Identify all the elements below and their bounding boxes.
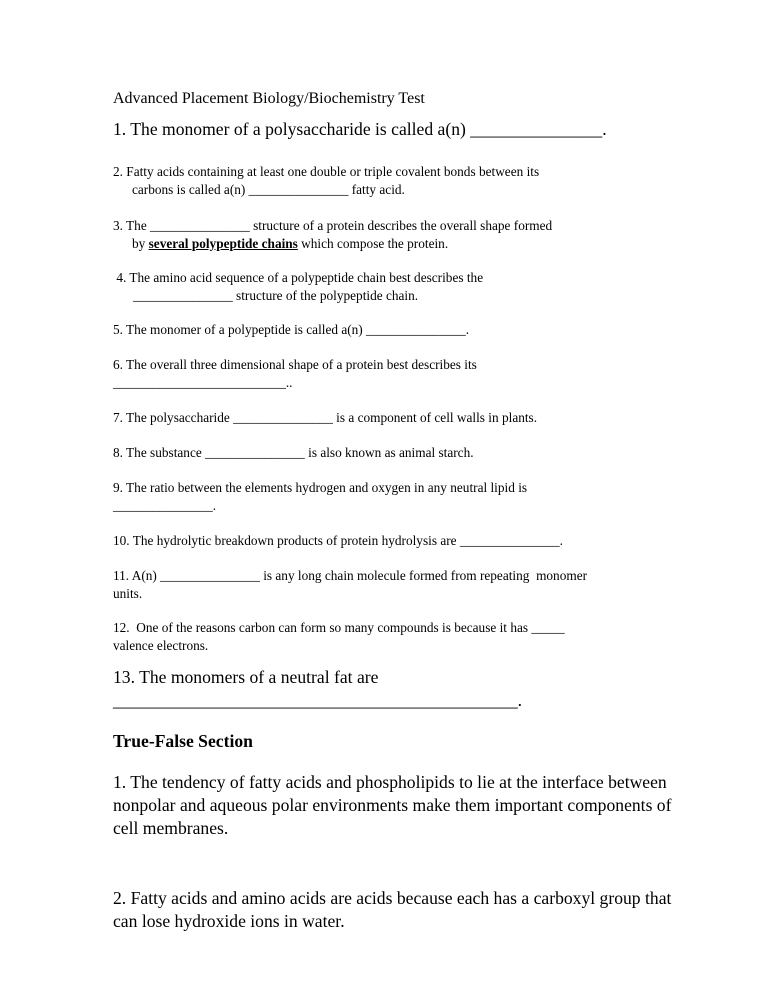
question-11 [113,567,587,602]
question-5: 5. The monomer of a polypeptide is called a(n) _______________. [113,322,470,337]
item-line: 1. The tendency of fatty acids and phospholipids to lie at the interface between [113,772,667,792]
true-false-item-2 [113,887,671,933]
question-line: 11. A(n) _______________ is any long chain molecule formed from repeating monomer [113,568,588,583]
question-line: 3. The _______________ structure of a protein describes the overall shape formed [113,218,553,233]
question-9 [113,479,527,514]
question-line: 2. Fatty acids containing at least one double or triple covalent bonds between its [113,164,540,179]
question-line [113,235,552,253]
question-line: valence electrons. [113,637,209,653]
question-4 [113,269,483,304]
question-7: 7. The polysaccharide _______________ is a component of cell walls in plants. [113,410,538,425]
question-13 [113,666,522,712]
item-line: cell membranes. [113,818,229,838]
question-line: 4. The amino acid sequence of a polypeptide chain best describes the [113,270,484,285]
section-heading: True-False Section [113,731,253,751]
item-line: 2. Fatty acids and amino acids are acids because each has a carboxyl group that [113,888,672,908]
question-line: 6. The overall three dimensional shape of a protein best describes its [113,357,477,372]
question-2 [113,163,539,198]
true-false-item-1 [113,771,671,840]
question-line: units. [113,585,143,601]
question-line: carbons is called a(n) _______________ fatty acid. [132,181,405,197]
question-1: 1. The monomer of a polysaccharide is called a(n) _______________. [113,119,607,139]
question-8: 8. The substance _______________ is also known as animal starch. [113,445,474,460]
question-line: _______________ structure of the polypeptide chain. [133,287,419,303]
text: by [132,235,149,251]
emphasized-text: several polypeptide chains [148,235,298,251]
question-line: ______________________________________________. [113,690,523,710]
text: which compose the protein. [297,235,449,251]
question-line: __________________________.. [113,374,293,390]
item-line: can lose hydroxide ions in water. [113,911,345,931]
question-12 [113,619,565,654]
question-line: _______________. [113,497,217,513]
question-line: 13. The monomers of a neutral fat are [113,667,379,687]
question-10: 10. The hydrolytic breakdown products of protein hydrolysis are _______________. [113,533,563,548]
page-title: Advanced Placement Biology/Biochemistry Test [113,90,425,107]
item-line: nonpolar and aqueous polar environments make them important components of [113,795,672,815]
question-line: 12. One of the reasons carbon can form so many compounds is because it has _____ [113,620,565,635]
question-3 [113,217,552,252]
question-line: 9. The ratio between the elements hydrogen and oxygen in any neutral lipid is [113,480,528,495]
question-6 [113,356,477,391]
